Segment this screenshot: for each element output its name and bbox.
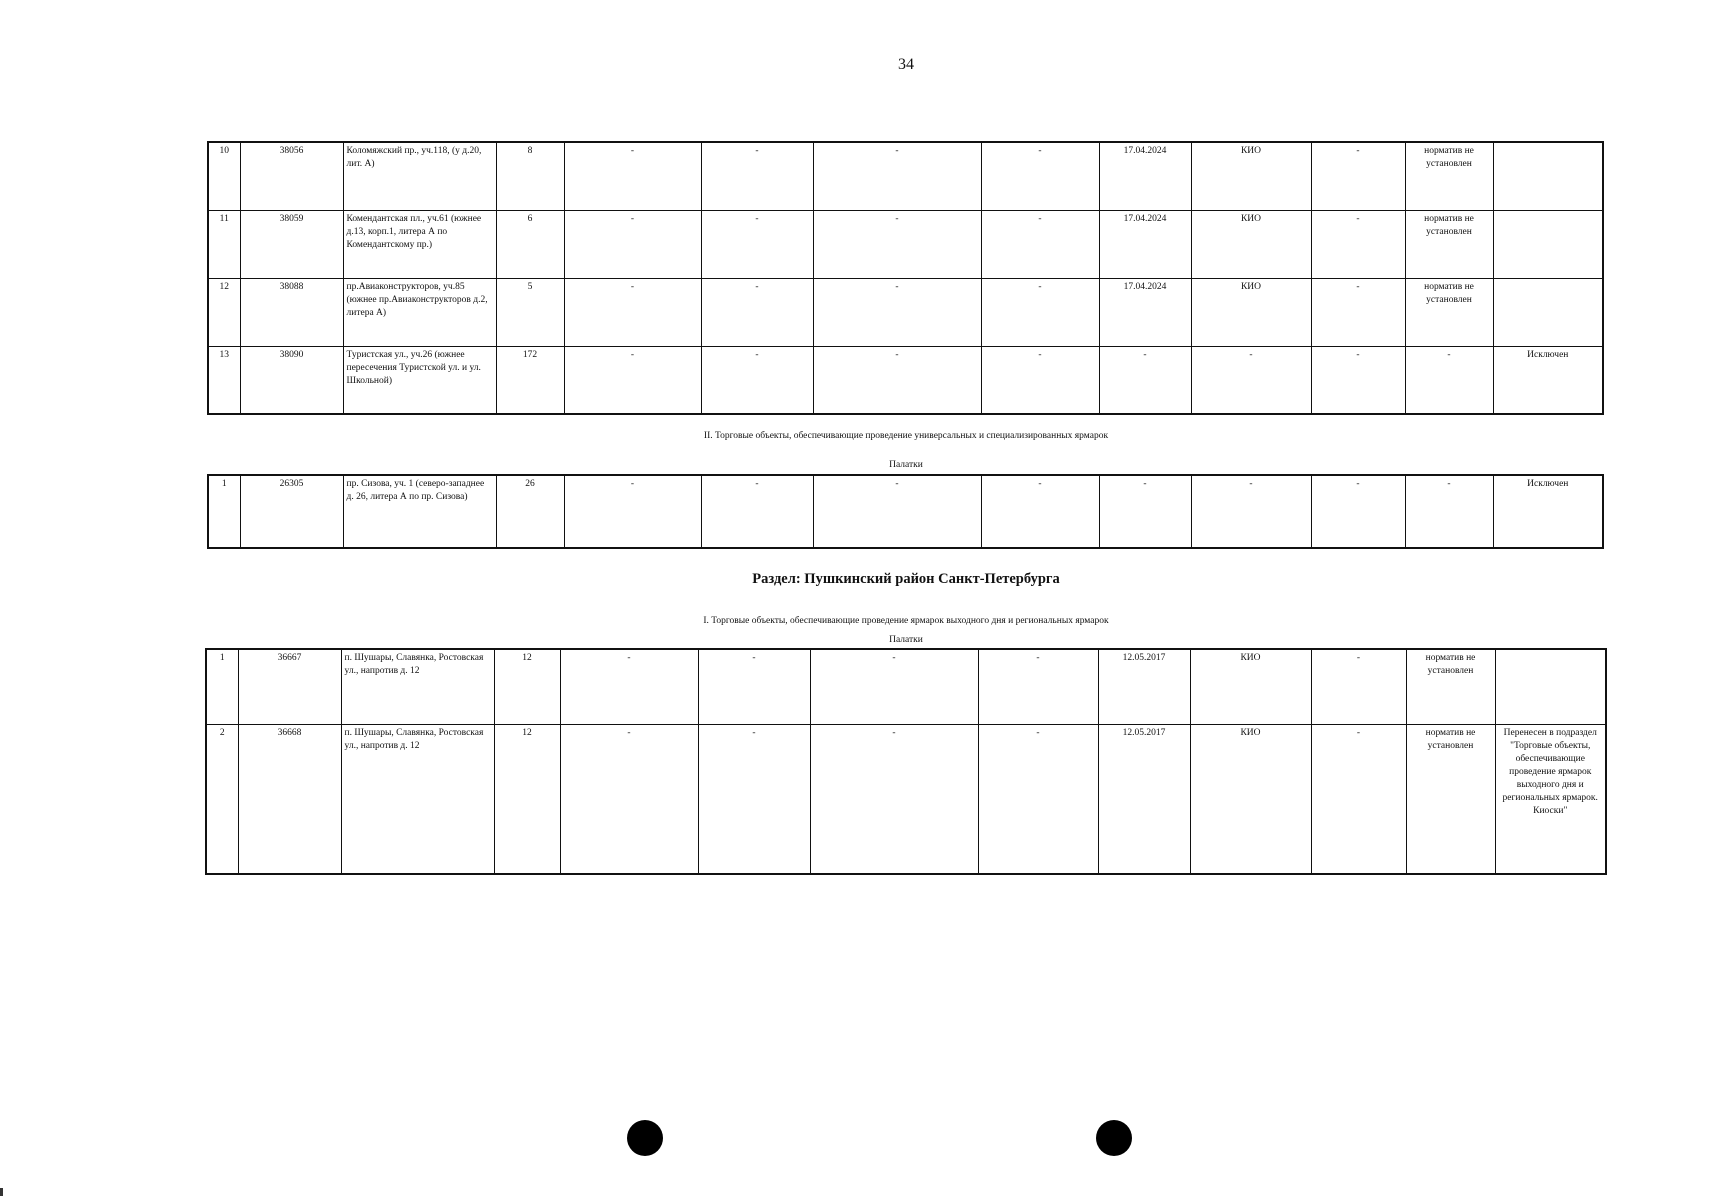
cell-object-id: 36667 [238,649,341,724]
caption-fairs-weekend: I. Торговые объекты, обеспечивающие проведение ярмарок выходного дня и региональных ярмарок [703,616,1109,626]
caption-fairs-special: II. Торговые объекты, обеспечивающие проведение универсальных и специализированных ярмарок [703,431,1109,441]
objects-table-3 [205,648,1607,875]
cell-col-7: - [810,649,978,724]
objects-table-2-body [208,475,1603,548]
table-row [208,278,1603,346]
cell-col-5: - [564,346,701,414]
cell-date: - [1099,475,1191,548]
cell-col-8: - [978,724,1098,874]
cell-note: Перенесен в подраздел "Торговые объекты, обеспечивающие проведение ярмарок выходного дня и региональных ярмарок. Киоски" [1495,724,1606,874]
cell-area: 26 [496,475,564,548]
cell-address: Туристская ул., уч.26 (южнее пересечения Туристской ул. и ул. Школьной) [343,346,496,414]
binder-hole-mark [1096,1120,1132,1156]
objects-table-2 [207,474,1604,549]
cell-norm-status: норматив не установлен [1406,724,1495,874]
cell-col-8: - [981,278,1099,346]
cell-col-5: - [560,724,698,874]
table-row [208,142,1603,210]
cell-area: 6 [496,210,564,278]
cell-address: Комендантская пл., уч.61 (южнее д.13, корп.1, литера А по Комендантскому пр.) [343,210,496,278]
cell-authority: КИО [1191,278,1311,346]
cell-date: 12.05.2017 [1098,724,1190,874]
cell-date: 17.04.2024 [1099,142,1191,210]
cell-address: пр. Сизова, уч. 1 (северо-западнее д. 26, литера А по пр. Сизова) [343,475,496,548]
cell-col-6: - [701,346,813,414]
cell-norm-status: норматив не установлен [1405,142,1493,210]
cell-area: 8 [496,142,564,210]
cell-col-5: - [564,278,701,346]
cell-object-id: 26305 [240,475,343,548]
cell-col-7: - [813,346,981,414]
cell-col-7: - [810,724,978,874]
cell-col-11: - [1311,278,1405,346]
cell-col-6: - [701,278,813,346]
cell-row-number: 11 [208,210,240,278]
cell-col-8: - [981,142,1099,210]
cell-col-11: - [1311,649,1406,724]
cell-col-11: - [1311,210,1405,278]
cell-object-id: 38056 [240,142,343,210]
cell-authority: - [1191,475,1311,548]
objects-table-3-body [206,649,1606,874]
cell-col-8: - [981,346,1099,414]
table-row [208,475,1603,548]
cell-object-id: 38088 [240,278,343,346]
objects-table-1 [207,141,1604,415]
cell-col-7: - [813,475,981,548]
cell-address: Коломяжский пр., уч.118, (у д.20, лит. А) [343,142,496,210]
cell-object-id: 36668 [238,724,341,874]
cell-col-7: - [813,142,981,210]
scan-edge-mark [0,1188,3,1196]
cell-authority: КИО [1191,142,1311,210]
cell-col-6: - [701,475,813,548]
objects-table-1-body [208,142,1603,414]
table-row [208,346,1603,414]
cell-row-number: 10 [208,142,240,210]
cell-row-number: 12 [208,278,240,346]
cell-authority: КИО [1190,649,1311,724]
cell-date: 17.04.2024 [1099,278,1191,346]
table-row [206,724,1606,874]
cell-area: 12 [494,724,560,874]
cell-area: 172 [496,346,564,414]
cell-col-5: - [564,210,701,278]
cell-object-id: 38059 [240,210,343,278]
cell-col-6: - [701,210,813,278]
cell-col-8: - [981,475,1099,548]
cell-norm-status: - [1405,346,1493,414]
cell-col-11: - [1311,142,1405,210]
cell-authority: - [1191,346,1311,414]
cell-address: п. Шушары, Славянка, Ростовская ул., напротив д. 12 [341,724,494,874]
cell-object-id: 38090 [240,346,343,414]
cell-col-6: - [701,142,813,210]
subcaption-tents: Палатки [889,635,923,645]
cell-col-11: - [1311,475,1405,548]
cell-row-number: 1 [208,475,240,548]
binder-hole-mark [627,1120,663,1156]
table-row [208,210,1603,278]
cell-col-5: - [564,475,701,548]
cell-col-8: - [981,210,1099,278]
cell-norm-status: норматив не установлен [1405,210,1493,278]
cell-authority: КИО [1190,724,1311,874]
cell-col-11: - [1311,724,1406,874]
cell-col-6: - [698,724,810,874]
section-heading: Раздел: Пушкинский район Санкт-Петербурга [752,571,1060,587]
cell-date: 17.04.2024 [1099,210,1191,278]
cell-norm-status: норматив не установлен [1405,278,1493,346]
cell-address: п. Шушары, Славянка, Ростовская ул., напротив д. 12 [341,649,494,724]
cell-note [1493,210,1603,278]
cell-row-number: 13 [208,346,240,414]
cell-row-number: 2 [206,724,238,874]
cell-date: - [1099,346,1191,414]
cell-norm-status: норматив не установлен [1406,649,1495,724]
cell-address: пр.Авиаконструкторов, уч.85 (южнее пр.Авиаконструкторов д.2, литера А) [343,278,496,346]
cell-note [1495,649,1606,724]
cell-area: 12 [494,649,560,724]
cell-col-7: - [813,278,981,346]
table-row [206,649,1606,724]
cell-col-7: - [813,210,981,278]
cell-col-5: - [560,649,698,724]
cell-norm-status: - [1405,475,1493,548]
cell-authority: КИО [1191,210,1311,278]
cell-note [1493,278,1603,346]
page-number: 34 [898,56,914,73]
subcaption-tents: Палатки [889,460,923,470]
cell-col-5: - [564,142,701,210]
cell-col-8: - [978,649,1098,724]
cell-date: 12.05.2017 [1098,649,1190,724]
cell-col-11: - [1311,346,1405,414]
cell-col-6: - [698,649,810,724]
cell-area: 5 [496,278,564,346]
cell-row-number: 1 [206,649,238,724]
cell-note [1493,142,1603,210]
cell-note: Исключен [1493,346,1603,414]
cell-note: Исключен [1493,475,1603,548]
